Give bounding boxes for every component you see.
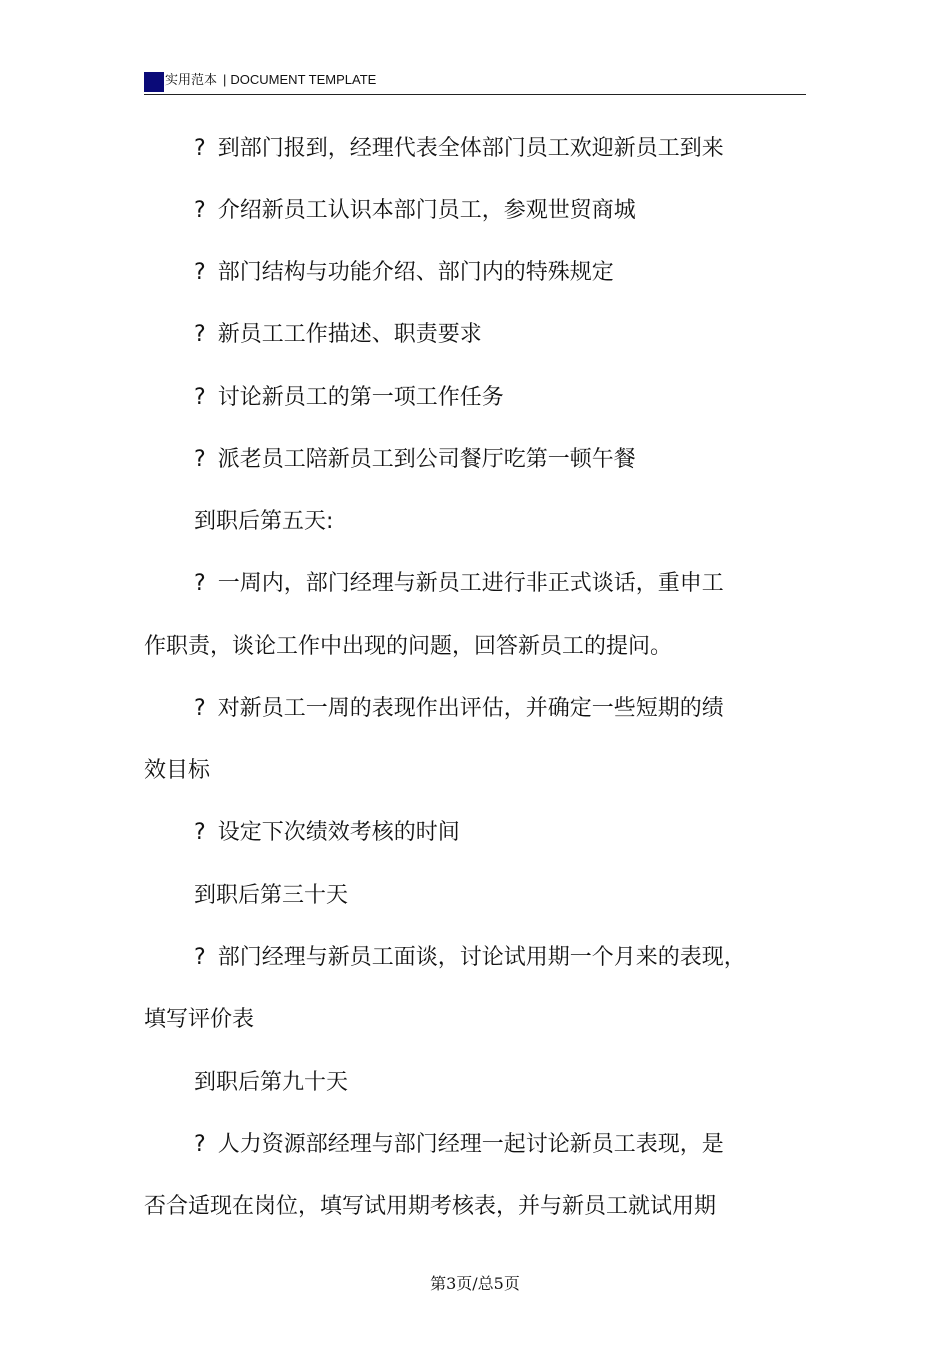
paragraph-continuation [144, 1005, 764, 1035]
paragraph-continuation [144, 756, 764, 786]
bullet-mark: ? [194, 322, 206, 347]
line-text: 填写评价表 [144, 1007, 255, 1032]
line-text: 介绍新员工认识本部门员工，参观世贸商城 [217, 198, 636, 223]
line-text: 派老员工陪新员工到公司餐厅吃第一顿午餐 [217, 447, 636, 472]
line-text: 人力资源部经理与部门经理一起讨论新员工表现，是 [217, 1132, 724, 1157]
list-item [194, 196, 814, 226]
section-heading [194, 507, 814, 537]
list-item [194, 1130, 814, 1160]
line-text: 设定下次绩效考核的时间 [217, 820, 460, 845]
header-text [165, 72, 376, 88]
bullet-mark: ? [194, 136, 206, 161]
line-text: 新员工工作描述、职责要求 [217, 322, 482, 347]
line-text: 对新员工一周的表现作出评估，并确定一些短期的绩 [217, 696, 724, 721]
bullet-mark: ? [194, 385, 206, 410]
bullet-mark: ? [194, 820, 206, 845]
list-item [194, 258, 814, 288]
list-item [194, 383, 814, 413]
list-item [194, 569, 814, 599]
logo-square-icon [144, 72, 164, 92]
list-item [194, 445, 814, 475]
list-item [194, 320, 814, 350]
line-text: 否合适现在岗位，填写试用期考核表，并与新员工就试用期 [144, 1194, 717, 1219]
bullet-mark: ? [194, 1132, 206, 1157]
page-number: 第3页/总5页 [430, 1274, 520, 1293]
line-text: 一周内，部门经理与新员工进行非正式谈话，重申工 [217, 571, 724, 596]
bullet-mark: ? [194, 571, 206, 596]
header-separator: | [223, 72, 227, 87]
list-item [194, 818, 814, 848]
page-header [144, 68, 806, 95]
paragraph-continuation [144, 1192, 764, 1222]
bullet-mark: ? [194, 198, 206, 223]
section-heading [194, 881, 814, 911]
list-item [194, 134, 814, 164]
section-heading [194, 1068, 814, 1098]
line-text: 部门结构与功能介绍、部门内的特殊规定 [217, 260, 614, 285]
line-text: 效目标 [144, 758, 211, 783]
bullet-mark: ? [194, 447, 206, 472]
line-text: 到职后第五天: [194, 509, 334, 534]
header-brand: 实用范本 [165, 72, 218, 87]
header-subtitle: DOCUMENT TEMPLATE [230, 72, 377, 87]
line-text: 讨论新员工的第一项工作任务 [217, 385, 504, 410]
bullet-mark: ? [194, 696, 206, 721]
list-item [194, 694, 814, 724]
line-text: 到部门报到，经理代表全体部门员工欢迎新员工到来 [217, 136, 724, 161]
bullet-mark: ? [194, 945, 206, 970]
line-text: 到职后第九十天 [194, 1070, 349, 1095]
list-item [194, 943, 814, 973]
line-text: 到职后第三十天 [194, 883, 349, 908]
paragraph-continuation [144, 632, 764, 662]
bullet-mark: ? [194, 260, 206, 285]
line-text: 作职责，谈论工作中出现的问题，回答新员工的提问。 [144, 634, 673, 659]
line-text: 部门经理与新员工面谈，讨论试用期一个月来的表现， [217, 945, 746, 970]
